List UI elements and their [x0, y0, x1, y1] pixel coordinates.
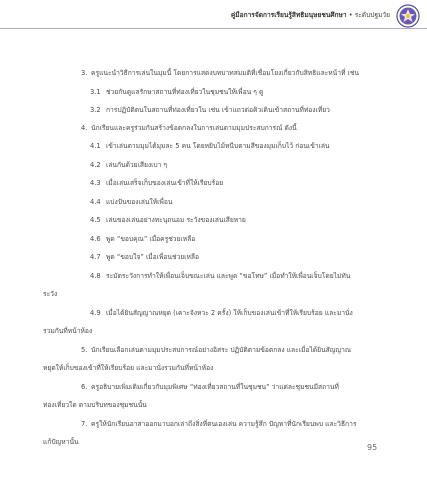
- header-separator: •: [346, 11, 355, 19]
- list-item-continuation: รวมกันที่หน้าห้อง: [43, 327, 93, 335]
- list-item-number: 3.2: [90, 106, 101, 114]
- list-item-number: 6.: [81, 383, 88, 391]
- list-item-number: 4.7: [90, 253, 101, 261]
- list-item-text: การปฏิบัติตนในสถานที่ท่องเที่ยวใน เช่น เข้าแถวต่อคิวเดินเข้าสถานที่ท่องเที่ยว: [106, 106, 330, 114]
- list-item-number: 5.: [81, 346, 88, 354]
- list-item-text: พูด “ขอบคุณ” เมื่อครูช่วยเหลือ: [106, 235, 196, 243]
- list-item-text: นักเรียนและครูร่วมกันสร้างข้อตกลงในการเล่นตามมุมประสบการณ์ ดังนี้: [91, 124, 297, 132]
- list-item-number: 4.8: [90, 272, 101, 280]
- list-item-text: เมื่อได้ยินสัญญาณหยุด (เคาะจังหวะ 2 ครั้ง) ให้เก็บของเล่นเข้าที่ให้เรียบร้อย และมานั่ง: [106, 309, 353, 317]
- page-number: 95: [367, 443, 378, 452]
- running-header: [150, 9, 390, 20]
- list-item-continuation: หยุดให้เก็บของเข้าที่ให้เรียบร้อย และมานั่งรวมกันที่หน้าห้อง: [43, 364, 214, 372]
- list-item-text: เล่นของเล่นอย่างทะนุถนอม ระวังของเล่นเสียหาย: [106, 216, 246, 224]
- list-item-text: ครูแนะนำวิธีการเล่นในมุมนี้ โดยการแสดงบทบาทสมมติที่เชื่อมโยงเกี่ยวกับสิทธิและหน้าที่ เช่น: [91, 69, 359, 77]
- list-item-number: 4.: [81, 124, 88, 132]
- list-item-text: เมื่อเล่นเสร็จเก็บของเล่นเข้าที่ให้เรียบร้อย: [106, 179, 224, 187]
- list-item-text: แบ่งปันของเล่นให้เพื่อน: [106, 198, 173, 206]
- header-divider: [0, 28, 427, 29]
- header-title-main: คู่มือการจัดการเรียนรู้สิทธิมนุษยชนศึกษา: [230, 11, 347, 19]
- list-item-number: 7.: [81, 420, 88, 428]
- list-item-text: ระมัดระวังการทำให้เพื่อนเจ็บขณะเล่น และพูด “ขอโทษ” เมื่อทำให้เพื่อนเจ็บโดยไม่ทัน: [106, 272, 351, 280]
- list-item-number: 4.3: [90, 179, 101, 187]
- organization-logo: [396, 4, 420, 28]
- list-item-number: 4.4: [90, 198, 101, 206]
- list-item-continuation: ระวัง: [43, 290, 58, 298]
- list-item-text: ช่วยกันดูแลรักษาสถานที่ท่องเที่ยวในชุมชนให้เพื่อน ๆ ดู: [106, 88, 264, 96]
- list-item-number: 4.5: [90, 216, 101, 224]
- list-item-number: 4.2: [90, 161, 101, 169]
- list-item-number: 3.1: [90, 88, 101, 96]
- list-item-text: ครูอธิบายเพิ่มเติมเกี่ยวกับมุมพิเศษ “ท่องเที่ยวสถานที่ในชุมชน” ว่าแต่ละชุมชนมีสถานที่: [91, 383, 339, 391]
- header-title-level: ระดับปฐมวัย: [354, 11, 390, 19]
- list-item-number: 4.6: [90, 235, 101, 243]
- list-item-number: 3.: [81, 69, 88, 77]
- list-item-number: 4.9: [90, 309, 101, 317]
- list-item-text: เล่นกันด้วยเสียงเบา ๆ: [106, 161, 168, 169]
- list-item-text: ครูให้นักเรียนอาสาออกมาบอกเล่าถึงสิ่งที่ตนเองเล่น ความรู้สึก ปัญหาที่นักเรียนพบ และวิธีการ: [91, 420, 357, 428]
- list-item-text: พูด “ขอบใจ” เมื่อเพื่อนช่วยเหลือ: [106, 253, 199, 261]
- list-item-text: นักเรียนเลือกเล่นตามมุมประสบการณ์อย่างอิสระ ปฏิบัติตามข้อตกลง และเมื่อได้ยินสัญญาณ: [91, 346, 352, 354]
- list-item-continuation: ท่องเที่ยวใด ตามบริบทของชุมชนนั้น: [43, 401, 147, 409]
- list-item-number: 4.1: [90, 142, 101, 150]
- list-item-text: เข้าเล่นตามมุมได้มุมละ 5 คน โดยหยิบไม้หนีบตามสีของมุมเก็บไว้ ก่อนเข้าเล่น: [106, 142, 330, 150]
- list-item-continuation: แก้ปัญหานั้น: [43, 438, 79, 446]
